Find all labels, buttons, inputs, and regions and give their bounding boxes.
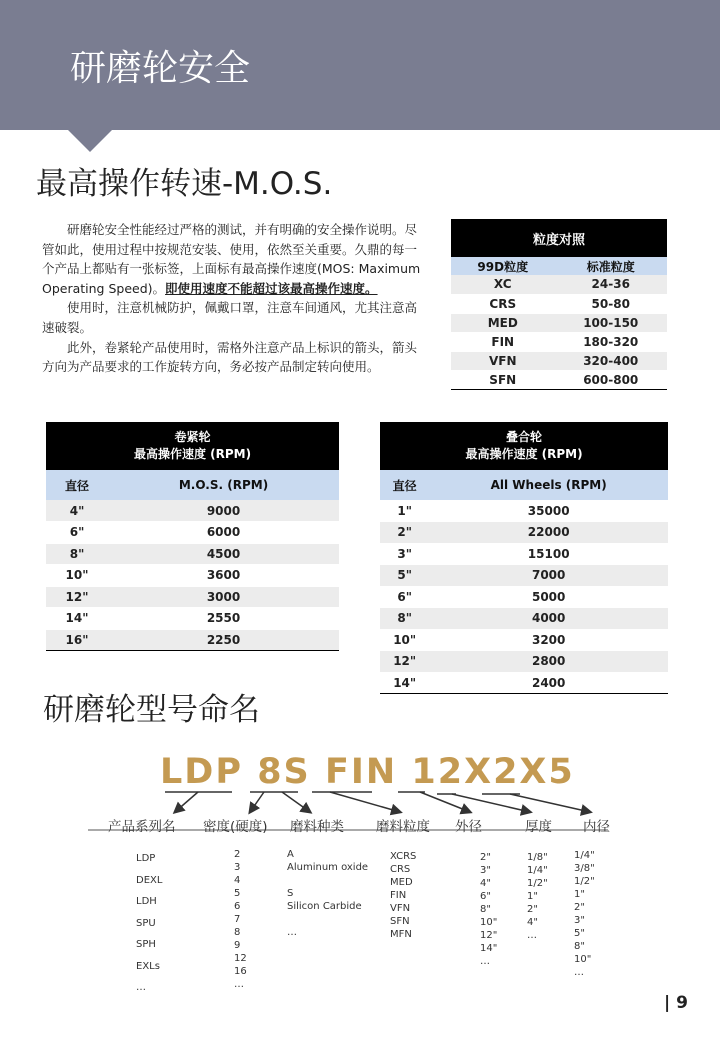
- label-abrasive: 磨料种类: [290, 819, 344, 835]
- rolled-row: [46, 629, 339, 651]
- abrasive-value: [287, 874, 368, 887]
- od-value: 4": [480, 878, 491, 889]
- rolled-cell-value: 4500: [108, 543, 339, 565]
- id-value: 10": [574, 954, 592, 965]
- rolled-cell-key: 12": [46, 586, 108, 608]
- stacked-row: [380, 586, 668, 608]
- density-value: 5: [234, 888, 241, 899]
- model-code-abrasive: FIN: [324, 752, 398, 792]
- series-value: EXLs: [136, 960, 160, 972]
- label-od: 外径: [455, 819, 482, 835]
- grit-cell-key: FIN: [451, 332, 555, 351]
- intro-text: [42, 220, 426, 377]
- rolled-cell-value: 9000: [108, 500, 339, 522]
- grit-value: MFN: [390, 929, 412, 940]
- rolled-wheel-table: [46, 422, 339, 651]
- id-value: …: [574, 967, 584, 978]
- abrasive-value: [287, 913, 368, 926]
- arrow-id: [510, 794, 590, 812]
- intro-paragraph-3: 此外，卷紧轮产品使用时，需格外注意产品上标识的箭头，箭头方向为产品要求的工作旋转方向，务必按产品制定转向使用。: [42, 339, 418, 375]
- grit-cell-value: 24-36: [555, 275, 668, 294]
- column-thickness: [527, 851, 548, 942]
- section-title-mos: 最高操作转速-M.O.S.: [36, 166, 333, 202]
- page-number: | 9: [664, 993, 688, 1013]
- rolled-row: [46, 500, 339, 522]
- grit-cell-value: 320-400: [555, 351, 668, 370]
- rolled-cell-key: 10": [46, 565, 108, 587]
- column-id: [574, 849, 595, 979]
- stacked-cell-value: 3200: [429, 629, 668, 651]
- od-value: 2": [480, 852, 491, 863]
- rolled-header-diameter: 直径: [65, 478, 90, 493]
- grit-value: XCRS: [390, 851, 417, 862]
- grit-value: FIN: [390, 890, 407, 901]
- stacked-table-title: 叠合轮 最高操作速度 (RPM): [380, 422, 668, 470]
- header-banner-notch: [68, 130, 112, 152]
- grit-row: [451, 275, 667, 294]
- stacked-cell-value: 2800: [429, 651, 668, 673]
- stacked-row: [380, 651, 668, 673]
- label-id: 内径: [583, 819, 610, 835]
- stacked-row: [380, 522, 668, 544]
- grit-row: [451, 351, 667, 370]
- od-value: 8": [480, 904, 491, 915]
- density-value: 8: [234, 927, 241, 938]
- grit-value: SFN: [390, 916, 410, 927]
- stacked-cell-key: 5": [380, 565, 429, 587]
- rolled-cell-key: 6": [46, 522, 108, 544]
- section-title-naming: 研磨轮型号命名: [43, 692, 260, 728]
- density-value: 2: [234, 849, 241, 860]
- arrow-8s: [250, 792, 264, 812]
- grit-table-title: 粒度对照: [451, 219, 667, 257]
- arrow-od: [420, 792, 470, 812]
- od-value: …: [480, 956, 490, 967]
- grit-value: MED: [390, 877, 413, 888]
- rolled-cell-value: 2550: [108, 608, 339, 630]
- stacked-cell-key: 2": [380, 522, 429, 544]
- rolled-cell-key: 16": [46, 629, 108, 651]
- thickness-value: 1/8": [527, 852, 548, 863]
- rolled-cell-value: 3600: [108, 565, 339, 587]
- density-value: 9: [234, 940, 241, 951]
- rolled-row: [46, 586, 339, 608]
- stacked-row: [380, 500, 668, 522]
- stacked-header-diameter: 直径: [392, 478, 417, 493]
- stacked-cell-value: 7000: [429, 565, 668, 587]
- grit-header-99d: 99D粒度: [477, 259, 529, 274]
- od-value: 10": [480, 917, 498, 928]
- stacked-row: [380, 672, 668, 694]
- stacked-row: [380, 629, 668, 651]
- grit-cell-value: 600-800: [555, 370, 668, 389]
- grit-cell-key: CRS: [451, 294, 555, 313]
- od-value: 6": [480, 891, 491, 902]
- thickness-value: 1/2": [527, 878, 548, 889]
- arrow-fin: [282, 792, 310, 812]
- rolled-cell-value: 2250: [108, 629, 339, 651]
- column-series: [136, 848, 162, 999]
- thickness-value: …: [527, 930, 537, 941]
- stacked-cell-key: 12": [380, 651, 429, 673]
- grit-cell-key: MED: [451, 313, 555, 332]
- stacked-row: [380, 565, 668, 587]
- stacked-cell-value: 35000: [429, 500, 668, 522]
- model-code-density: 8S: [257, 752, 311, 792]
- rolled-row: [46, 522, 339, 544]
- page-title: 研磨轮安全: [70, 48, 251, 89]
- stacked-row: [380, 543, 668, 565]
- stacked-cell-key: 8": [380, 608, 429, 630]
- stacked-cell-key: 10": [380, 629, 429, 651]
- id-value: 5": [574, 928, 585, 939]
- label-density: 密度(硬度): [203, 819, 268, 835]
- rolled-cell-value: 6000: [108, 522, 339, 544]
- stacked-cell-key: 3": [380, 543, 429, 565]
- series-value: LDH: [136, 896, 157, 907]
- stacked-cell-key: 1": [380, 500, 429, 522]
- rolled-row: [46, 608, 339, 630]
- label-thickness: 厚度: [525, 819, 552, 835]
- column-od: [480, 851, 497, 968]
- grit-cell-value: 100-150: [555, 313, 668, 332]
- rolled-row: [46, 543, 339, 565]
- abrasive-value: Silicon Carbide: [287, 901, 362, 912]
- id-value: 8": [574, 941, 585, 952]
- grit-cell-key: XC: [451, 275, 555, 294]
- column-abrasive: [287, 848, 368, 939]
- abrasive-value: …: [287, 927, 297, 938]
- stacked-cell-value: 4000: [429, 608, 668, 630]
- abrasive-value: Aluminum oxide: [287, 862, 369, 873]
- density-value: 6: [234, 901, 241, 912]
- series-value: SPH: [136, 939, 156, 950]
- id-value: 1/4": [574, 850, 595, 861]
- series-value: SPU: [136, 917, 156, 929]
- grit-cell-value: 180-320: [555, 332, 668, 351]
- id-value: 3": [574, 915, 585, 926]
- grit-row: [451, 294, 667, 313]
- id-value: 1": [574, 889, 585, 900]
- model-code-size: 12X2X5: [411, 752, 575, 792]
- arrow-grit: [330, 792, 400, 812]
- stacked-cell-key: 6": [380, 586, 429, 608]
- stacked-cell-value: 2400: [429, 672, 668, 694]
- id-value: 1/2": [574, 876, 595, 887]
- stacked-header-rpm: All Wheels (RPM): [490, 478, 607, 492]
- stacked-cell-value: 22000: [429, 522, 668, 544]
- series-value: LDP: [136, 853, 156, 864]
- rolled-cell-key: 4": [46, 500, 108, 522]
- rolled-cell-key: 8": [46, 543, 108, 565]
- grit-value: VFN: [390, 903, 411, 914]
- intro-paragraph-2: 使用时，注意机械防护，佩戴口罩，注意车间通风，尤其注意高速破裂。: [42, 300, 418, 335]
- label-series: 产品系列名: [108, 819, 176, 835]
- rolled-cell-value: 3000: [108, 586, 339, 608]
- grit-row: [451, 332, 667, 351]
- thickness-value: 4": [527, 917, 538, 928]
- abrasive-value: S: [287, 888, 294, 899]
- id-value: 2": [574, 902, 585, 913]
- intro-paragraph-1: 研磨轮安全性能经过严格的测试，并有明确的安全操作说明。尽管如此，使用过程中按规范安装、使用，依然至关重要。久鼎的每一个产品上都贴有一张标签，上面标有最高操作速度(MOS: Maximum Operating Speed)。即使用速度不能超过该最高操作速度。: [42, 222, 421, 296]
- density-value: 16: [234, 966, 247, 977]
- thickness-value: 1/4": [527, 865, 548, 876]
- density-value: 7: [234, 914, 241, 925]
- grit-table: [451, 219, 667, 390]
- rolled-table-title: 卷紧轮 最高操作速度 (RPM): [46, 422, 339, 470]
- thickness-value: 2": [527, 904, 538, 915]
- grit-header-standard: 标准粒度: [586, 259, 635, 274]
- column-grit: [390, 850, 416, 941]
- stacked-cell-value: 5000: [429, 586, 668, 608]
- stacked-cell-key: 14": [380, 672, 429, 694]
- rolled-header-mos: M.O.S. (RPM): [178, 478, 269, 492]
- series-value: …: [136, 982, 146, 993]
- stacked-wheel-table: [380, 422, 668, 694]
- od-value: 12": [480, 930, 498, 941]
- series-value: DEXL: [136, 874, 163, 886]
- id-value: 3/8": [574, 863, 595, 874]
- grit-cell-key: SFN: [451, 370, 555, 389]
- rolled-cell-key: 14": [46, 608, 108, 630]
- grit-row: [451, 313, 667, 332]
- stacked-row: [380, 608, 668, 630]
- density-value: …: [234, 979, 244, 990]
- grit-row: [451, 370, 667, 389]
- rolled-row: [46, 565, 339, 587]
- thickness-value: 1": [527, 891, 538, 902]
- arrow-ldp: [175, 792, 198, 812]
- grit-value: CRS: [390, 864, 411, 875]
- column-density: [234, 848, 247, 991]
- od-value: 14": [480, 943, 498, 954]
- density-value: 3: [234, 862, 241, 873]
- label-grit: 磨料粒度: [376, 819, 430, 835]
- density-value: 4: [234, 875, 241, 886]
- stacked-cell-value: 15100: [429, 543, 668, 565]
- grit-cell-value: 50-80: [555, 294, 668, 313]
- abrasive-value: A: [287, 849, 294, 860]
- od-value: 3": [480, 865, 491, 876]
- grit-cell-key: VFN: [451, 351, 555, 370]
- density-value: 12: [234, 953, 247, 964]
- model-code-series: LDP: [160, 752, 244, 792]
